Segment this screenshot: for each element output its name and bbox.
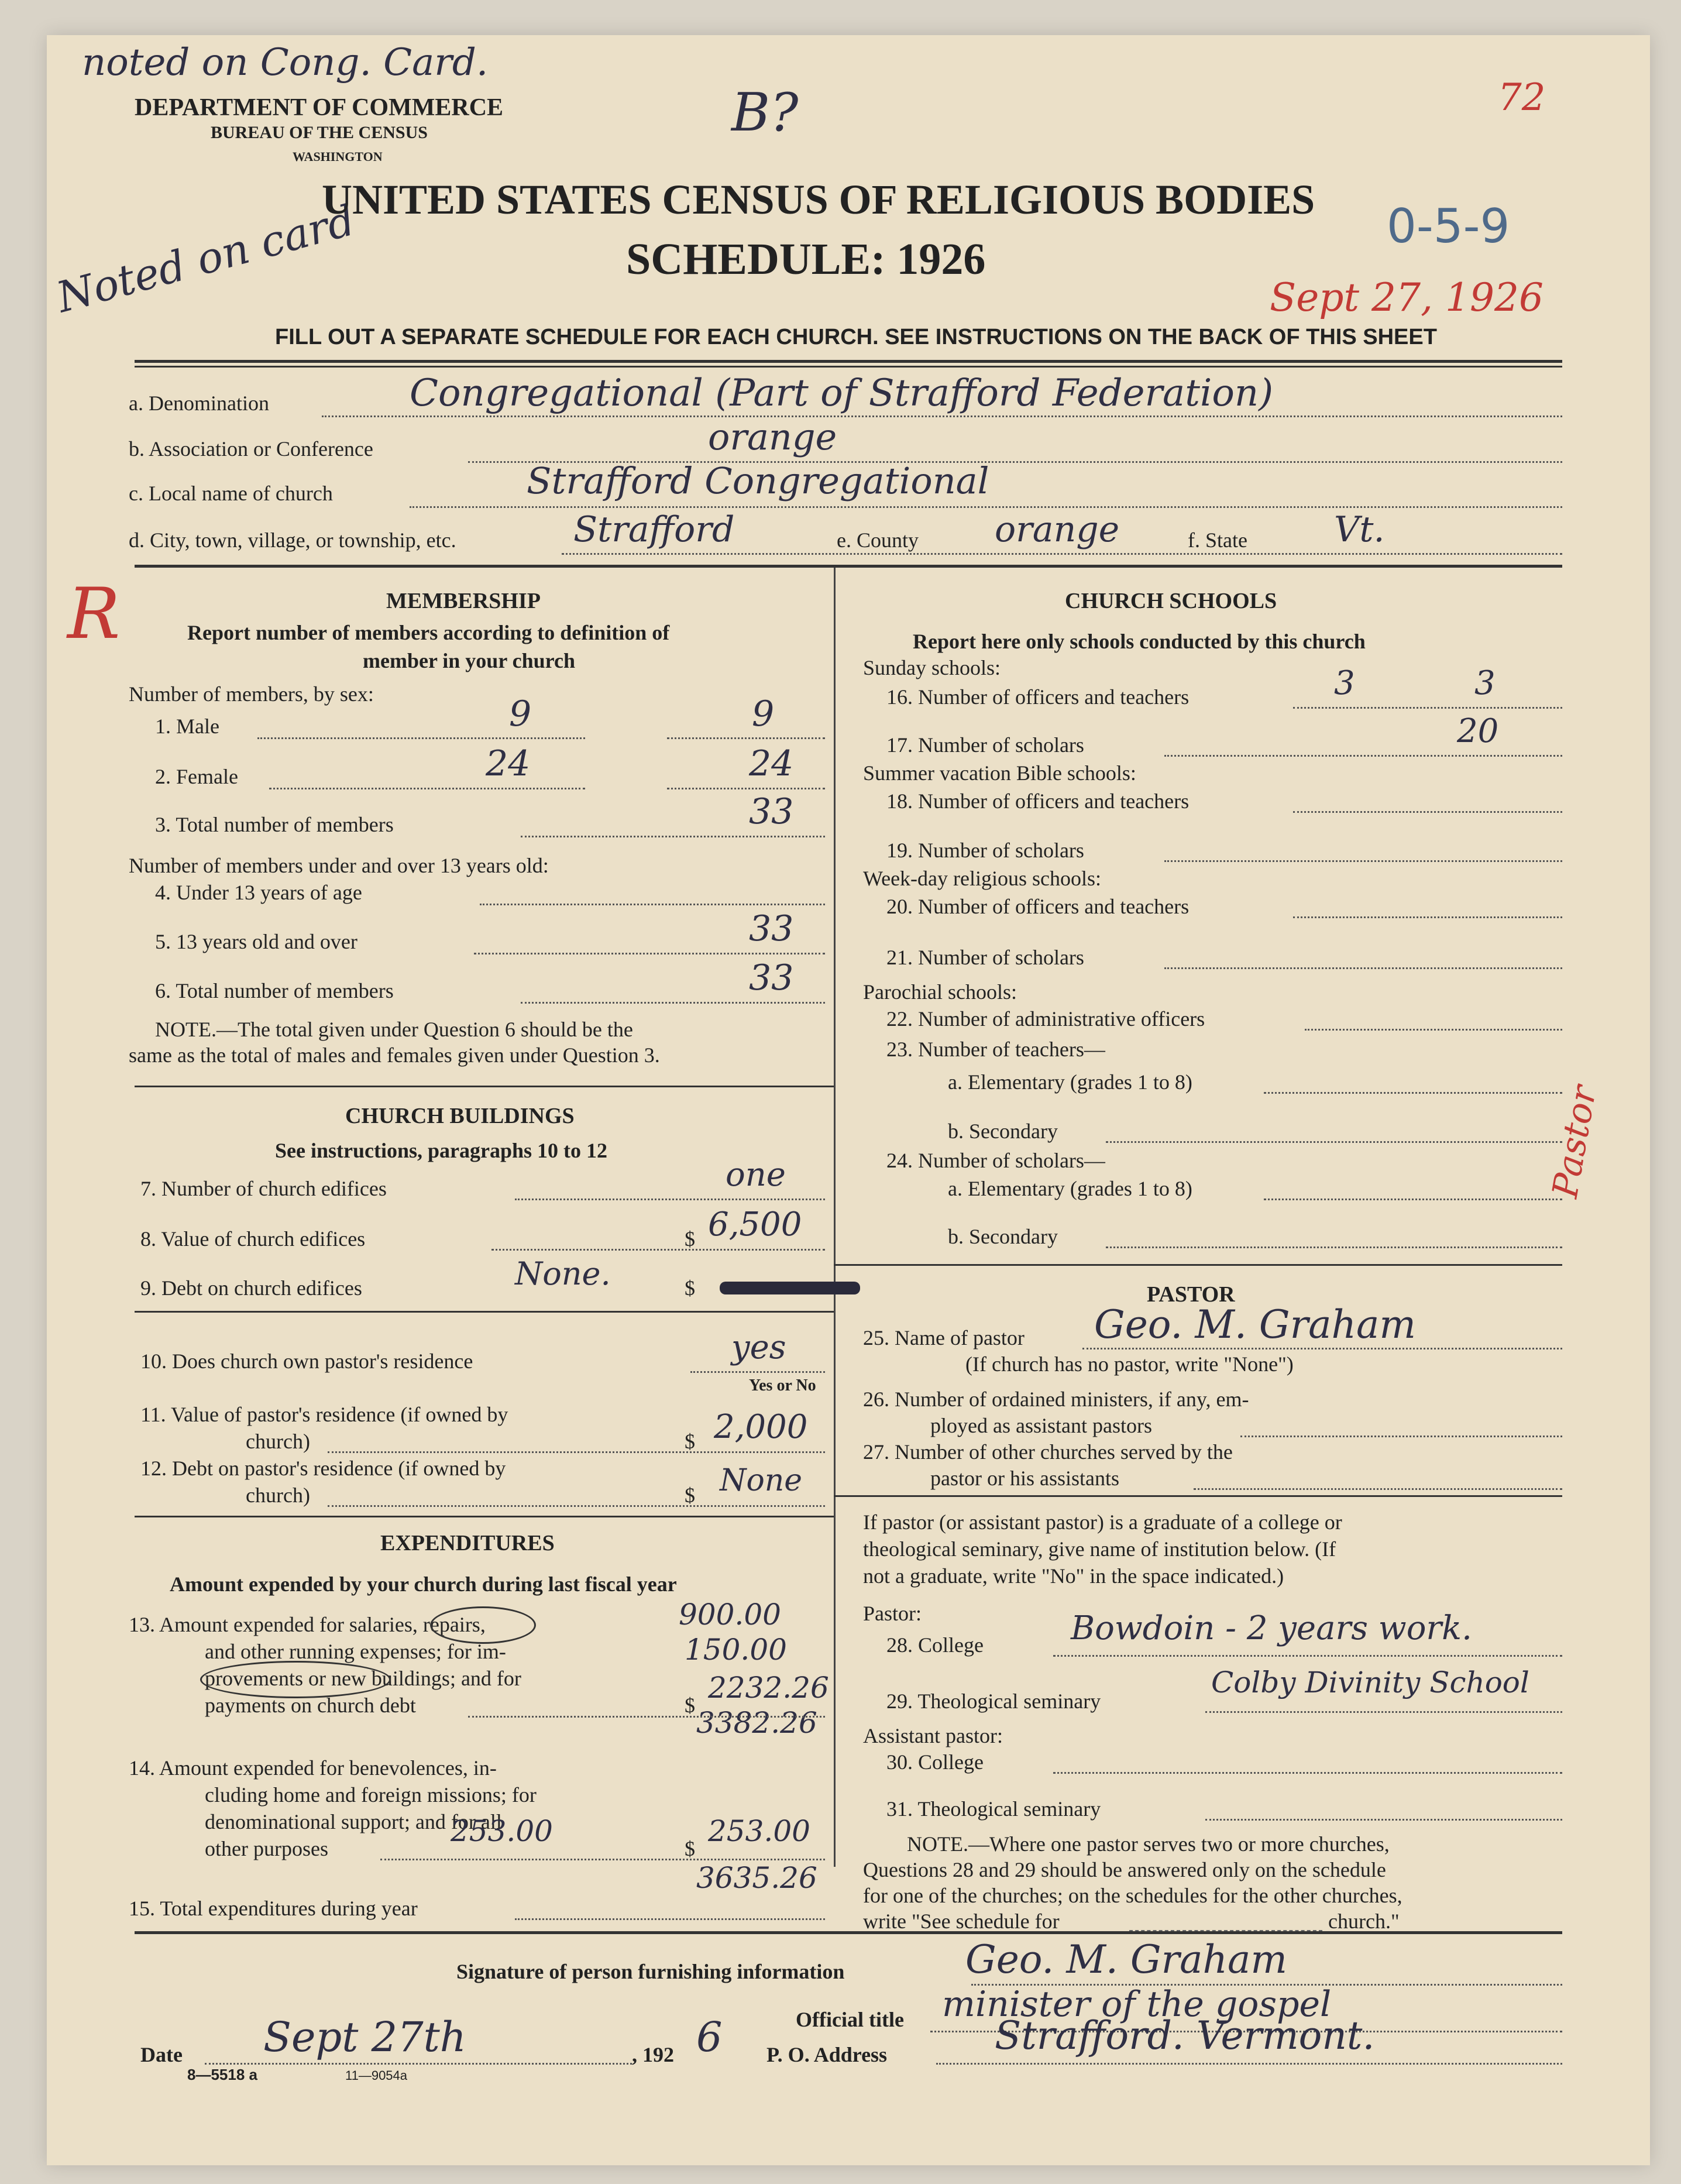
teachers-elementary-line bbox=[1264, 1092, 1562, 1094]
seminary-line bbox=[1205, 1711, 1562, 1713]
male-value-b: 9 bbox=[752, 693, 775, 734]
sunday-teachers-value-b: 3 bbox=[1474, 664, 1496, 702]
dollar-14: $ bbox=[685, 1837, 695, 1860]
college-value: Bowdoin - 2 years work. bbox=[1071, 1609, 1472, 1647]
signature-value: Geo. M. Graham bbox=[965, 1937, 1287, 1982]
schedule-title: SCHEDULE: 1926 bbox=[626, 235, 986, 284]
scribble-mark bbox=[720, 1282, 860, 1294]
membership-intro-1: Report number of members according to definition of bbox=[187, 621, 670, 644]
running-expenses-label-3: provements or new buildings; and for bbox=[205, 1667, 521, 1690]
dollar-8: $ bbox=[685, 1227, 695, 1251]
state-value: Vt. bbox=[1334, 509, 1385, 550]
total-expenditures-line bbox=[515, 1918, 825, 1920]
running-expenses-label-2: and other running expenses; for im- bbox=[205, 1640, 506, 1663]
city-value: Strafford bbox=[573, 509, 735, 550]
sunday-teachers-label: 16. Number of officers and teachers bbox=[886, 685, 1190, 709]
seminary-value: Colby Divinity School bbox=[1211, 1666, 1529, 1699]
dollar-9: $ bbox=[685, 1276, 695, 1300]
see-schedule-line bbox=[1129, 1930, 1322, 1931]
asst-college-line bbox=[1053, 1772, 1562, 1774]
graduate-note-1: If pastor (or assistant pastor) is a graduate of a college or bbox=[863, 1510, 1342, 1534]
city-label: d. City, town, village, or township, etc. bbox=[129, 528, 456, 552]
asst-ministers-label-1: 26. Number of ordained ministers, if any, em- bbox=[863, 1388, 1249, 1411]
owns-residence-label: 10. Does church own pastor's residence bbox=[140, 1349, 473, 1373]
residence-value-label-1: 11. Value of pastor's residence (if owned by bbox=[140, 1403, 508, 1426]
year-prefix: , 192 bbox=[632, 2043, 674, 2066]
city-name: WASHINGTON bbox=[293, 149, 383, 164]
expense-value-3: 2232.26 bbox=[708, 1671, 829, 1705]
asst-seminary-line bbox=[1205, 1819, 1562, 1821]
denomination-label: a. Denomination bbox=[129, 392, 269, 415]
buildings-mid-rule bbox=[135, 1311, 834, 1313]
running-expenses-label-4: payments on church debt bbox=[205, 1694, 416, 1717]
male-label: 1. Male bbox=[155, 715, 219, 738]
teachers-elementary-label: a. Elementary (grades 1 to 8) bbox=[948, 1070, 1192, 1094]
summer-scholars-line bbox=[1164, 860, 1562, 862]
pastor-name-label: 25. Name of pastor bbox=[863, 1326, 1025, 1349]
over-13-line bbox=[474, 953, 825, 954]
asst-pastor-sub-label: Assistant pastor: bbox=[863, 1724, 1003, 1747]
edifices-debt-label: 9. Debt on church edifices bbox=[140, 1276, 362, 1300]
sunday-label: Sunday schools: bbox=[863, 656, 1001, 679]
date-line bbox=[205, 2063, 632, 2065]
po-address-value: Strafford. Vermont. bbox=[995, 2013, 1375, 2058]
female-line-b bbox=[667, 788, 825, 789]
parochial-label: Parochial schools: bbox=[863, 980, 1017, 1004]
owns-residence-line bbox=[690, 1371, 825, 1373]
by-sex-label: Number of members, by sex: bbox=[129, 682, 374, 706]
benevolences-value: 253.00 bbox=[708, 1814, 810, 1848]
admin-officers-line bbox=[1305, 1029, 1562, 1031]
census-schedule-sheet bbox=[47, 35, 1650, 2165]
total-age-label: 6. Total number of members bbox=[155, 979, 394, 1002]
yes-no-hint: Yes or No bbox=[749, 1376, 816, 1395]
female-value-a: 24 bbox=[486, 743, 531, 784]
schools-sub: Report here only schools conducted by this church bbox=[913, 630, 1366, 653]
total-members-line bbox=[521, 836, 825, 837]
pastor-note-5: church." bbox=[1328, 1910, 1400, 1933]
po-address-label: P. O. Address bbox=[766, 2043, 888, 2066]
weekday-teachers-line bbox=[1293, 916, 1562, 918]
state-label: f. State bbox=[1188, 528, 1247, 552]
pastor-note-1: NOTE.—Where one pastor serves two or more churches, bbox=[907, 1832, 1390, 1856]
note-center-top: B? bbox=[731, 82, 799, 143]
note-r-mark: R bbox=[67, 574, 121, 655]
teachers-label: 23. Number of teachers— bbox=[886, 1038, 1105, 1061]
summer-scholars-label: 19. Number of scholars bbox=[886, 839, 1084, 862]
scholars-label: 24. Number of scholars— bbox=[886, 1149, 1105, 1172]
benevolences-label-4: other purposes bbox=[205, 1837, 328, 1860]
header-rule-2 bbox=[135, 366, 1562, 368]
edifices-value-label: 8. Value of church edifices bbox=[140, 1227, 366, 1251]
bureau-name: BUREAU OF THE CENSUS bbox=[211, 123, 428, 142]
note-top-right: 72 bbox=[1498, 76, 1546, 119]
official-title-label: Official title bbox=[796, 2008, 904, 2031]
summer-label: Summer vacation Bible schools: bbox=[863, 761, 1136, 785]
dollar-11: $ bbox=[685, 1430, 695, 1453]
note-top-left: noted on Cong. Card. bbox=[82, 41, 489, 84]
benevolences-label-2: cluding home and foreign missions; for bbox=[205, 1783, 537, 1807]
pastor-name-note: (If church has no pastor, write "None") bbox=[965, 1352, 1294, 1376]
benevolences-label-3: denominational support; and for all bbox=[205, 1810, 502, 1833]
county-value: orange bbox=[995, 509, 1120, 550]
residence-value-label-2: church) bbox=[246, 1430, 310, 1453]
note-side-pastor: Pastor bbox=[1545, 1082, 1605, 1201]
graduate-note-3: not a graduate, write "No" in the space indicated.) bbox=[863, 1564, 1284, 1588]
edifices-value-value: 6,500 bbox=[708, 1206, 802, 1244]
membership-intro-2: member in your church bbox=[363, 649, 576, 672]
weekday-scholars-line bbox=[1164, 967, 1562, 969]
department-name: DEPARTMENT OF COMMERCE bbox=[135, 94, 504, 121]
salaries-circle bbox=[430, 1606, 536, 1644]
sunday-scholars-value: 20 bbox=[1457, 712, 1499, 750]
total-expenditures-label: 15. Total expenditures during year bbox=[129, 1897, 418, 1920]
expenditures-sub: Amount expended by your church during last fiscal year bbox=[170, 1572, 677, 1596]
date-value: Sept 27th bbox=[263, 2013, 466, 2061]
note-date-stamp: Sept 27, 1926 bbox=[1270, 275, 1544, 320]
pastor-mid-rule bbox=[834, 1495, 1562, 1497]
running-expenses-line bbox=[468, 1716, 825, 1718]
admin-officers-label: 22. Number of administrative officers bbox=[886, 1007, 1205, 1031]
dollar-12: $ bbox=[685, 1484, 695, 1507]
weekday-label: Week-day religious schools: bbox=[863, 867, 1102, 890]
asst-seminary-label: 31. Theological seminary bbox=[886, 1797, 1101, 1821]
year-value: 6 bbox=[696, 2013, 723, 2061]
other-churches-line bbox=[1194, 1488, 1562, 1490]
female-line-a bbox=[269, 788, 585, 789]
membership-end-rule bbox=[135, 1086, 834, 1087]
sunday-scholars-label: 17. Number of scholars bbox=[886, 733, 1084, 757]
male-line-a bbox=[257, 737, 585, 739]
pastor-name-value: Geo. M. Graham bbox=[1094, 1302, 1416, 1347]
over-13-label: 5. 13 years old and over bbox=[155, 930, 357, 953]
pastor-name-line bbox=[1082, 1348, 1562, 1349]
sunday-teachers-value-a: 3 bbox=[1334, 664, 1355, 702]
county-label: e. County bbox=[837, 528, 919, 552]
running-expenses-label-1: 13. Amount expended for salaries, repairs, bbox=[129, 1613, 486, 1636]
total-members-label: 3. Total number of members bbox=[155, 813, 394, 836]
over-13-value: 33 bbox=[749, 908, 794, 949]
buildings-title: CHURCH BUILDINGS bbox=[345, 1104, 575, 1128]
provements-circle bbox=[200, 1661, 391, 1698]
under-13-label: 4. Under 13 years of age bbox=[155, 881, 362, 904]
note-code: 0-5-9 bbox=[1387, 199, 1510, 253]
schools-title: CHURCH SCHOOLS bbox=[1065, 589, 1277, 613]
weekday-scholars-label: 21. Number of scholars bbox=[886, 946, 1084, 969]
column-divider bbox=[834, 568, 836, 1867]
college-line bbox=[1053, 1655, 1562, 1657]
fill-instruction: FILL OUT A SEPARATE SCHEDULE FOR EACH CHURCH. SEE INSTRUCTIONS ON THE BACK OF THIS SHEET bbox=[275, 325, 1437, 349]
official-title-value: minister of the gospel bbox=[942, 1984, 1332, 2025]
po-address-line bbox=[936, 2063, 1562, 2065]
benevolences-margin-value: 253.00 bbox=[451, 1814, 553, 1848]
date-label: Date bbox=[140, 2043, 183, 2066]
asst-ministers-line bbox=[1240, 1436, 1562, 1437]
sunday-teachers-line bbox=[1293, 707, 1562, 709]
city-line bbox=[562, 553, 1562, 555]
local-name-label: c. Local name of church bbox=[129, 482, 333, 505]
residence-value-value: 2,000 bbox=[714, 1408, 808, 1446]
signature-label: Signature of person furnishing information bbox=[456, 1960, 845, 1983]
total-members-value: 33 bbox=[749, 791, 794, 832]
residence-debt-value: None bbox=[720, 1463, 803, 1498]
local-name-line bbox=[410, 506, 1562, 508]
expense-value-2: 150.00 bbox=[685, 1633, 787, 1667]
total-age-line bbox=[521, 1002, 825, 1004]
dollar-13: $ bbox=[685, 1694, 695, 1717]
scholars-elementary-label: a. Elementary (grades 1 to 8) bbox=[948, 1177, 1192, 1200]
association-value: orange bbox=[708, 415, 837, 458]
membership-note-2: same as the total of males and females given under Question 3. bbox=[129, 1043, 660, 1067]
edifices-line bbox=[515, 1199, 825, 1200]
under-13-line bbox=[480, 904, 825, 905]
female-value-b: 24 bbox=[749, 743, 794, 784]
teachers-secondary-label: b. Secondary bbox=[948, 1120, 1058, 1143]
pastor-note-2: Questions 28 and 29 should be answered only on the schedule bbox=[863, 1858, 1386, 1881]
male-value-a: 9 bbox=[509, 693, 532, 734]
header-rule bbox=[135, 360, 1562, 363]
graduate-note-2: theological seminary, give name of institution below. (If bbox=[863, 1537, 1336, 1561]
scholars-secondary-line bbox=[1106, 1246, 1562, 1248]
expense-value-1: 900.00 bbox=[679, 1598, 781, 1632]
edifices-debt-value: None. bbox=[515, 1255, 611, 1292]
form-number: 8—5518 a bbox=[187, 2066, 257, 2083]
residence-debt-label-2: church) bbox=[246, 1484, 310, 1507]
total-age-value: 33 bbox=[749, 957, 794, 998]
scholars-secondary-label: b. Secondary bbox=[948, 1225, 1058, 1248]
denomination-value: Congregational (Part of Strafford Federation) bbox=[410, 372, 1274, 415]
note-left-side: Noted on card bbox=[51, 195, 360, 322]
weekday-teachers-label: 20. Number of officers and teachers bbox=[886, 895, 1190, 918]
male-line-b bbox=[667, 737, 825, 739]
residence-value-line bbox=[328, 1451, 825, 1453]
expenditures-title: EXPENDITURES bbox=[380, 1531, 555, 1555]
sunday-scholars-line bbox=[1164, 755, 1562, 757]
edifices-value-line bbox=[491, 1249, 825, 1251]
summer-teachers-label: 18. Number of officers and teachers bbox=[886, 789, 1190, 813]
seminary-label: 29. Theological seminary bbox=[886, 1689, 1101, 1713]
buildings-end-rule bbox=[135, 1516, 834, 1517]
college-label: 28. College bbox=[886, 1633, 984, 1657]
section-rule-top bbox=[135, 565, 1562, 568]
pastor-sub-label: Pastor: bbox=[863, 1602, 922, 1625]
edifices-label: 7. Number of church edifices bbox=[140, 1177, 387, 1200]
residence-debt-label-1: 12. Debt on pastor's residence (if owned by bbox=[140, 1457, 506, 1480]
expense-total-13: 3382.26 bbox=[696, 1706, 817, 1740]
residence-debt-line bbox=[328, 1505, 825, 1507]
membership-title: MEMBERSHIP bbox=[386, 589, 541, 613]
other-churches-label-2: pastor or his assistants bbox=[930, 1467, 1119, 1490]
summer-teachers-line bbox=[1293, 811, 1562, 813]
owns-residence-value: yes bbox=[731, 1328, 786, 1366]
schools-end-rule bbox=[834, 1264, 1562, 1266]
scholars-elementary-line bbox=[1264, 1199, 1562, 1200]
asst-college-label: 30. College bbox=[886, 1750, 984, 1774]
female-label: 2. Female bbox=[155, 765, 238, 788]
association-label: b. Association or Conference bbox=[129, 437, 373, 461]
asst-ministers-label-2: ployed as assistant pastors bbox=[930, 1414, 1152, 1437]
benevolences-line bbox=[380, 1859, 825, 1860]
teachers-secondary-line bbox=[1106, 1141, 1562, 1143]
total-expenditures-value: 3635.26 bbox=[696, 1861, 817, 1895]
local-name-value: Strafford Congregational bbox=[527, 459, 989, 502]
edifices-value: one bbox=[726, 1156, 786, 1194]
denomination-line bbox=[322, 415, 1562, 417]
other-churches-label-1: 27. Number of other churches served by the bbox=[863, 1440, 1233, 1464]
buildings-sub: See instructions, paragraphs 10 to 12 bbox=[275, 1139, 608, 1162]
pastor-title: PASTOR bbox=[1147, 1282, 1235, 1307]
pastor-note-4: write "See schedule for bbox=[863, 1910, 1060, 1933]
membership-note-1: NOTE.—The total given under Question 6 should be the bbox=[155, 1018, 633, 1041]
age-intro-label: Number of members under and over 13 years old: bbox=[129, 854, 549, 877]
benevolences-label-1: 14. Amount expended for benevolences, in- bbox=[129, 1756, 497, 1780]
pastor-note-3: for one of the churches; on the schedules for the other churches, bbox=[863, 1884, 1402, 1907]
print-number: 11—9054a bbox=[345, 2068, 408, 2083]
form-title: UNITED STATES CENSUS OF RELIGIOUS BODIES bbox=[322, 176, 1315, 223]
